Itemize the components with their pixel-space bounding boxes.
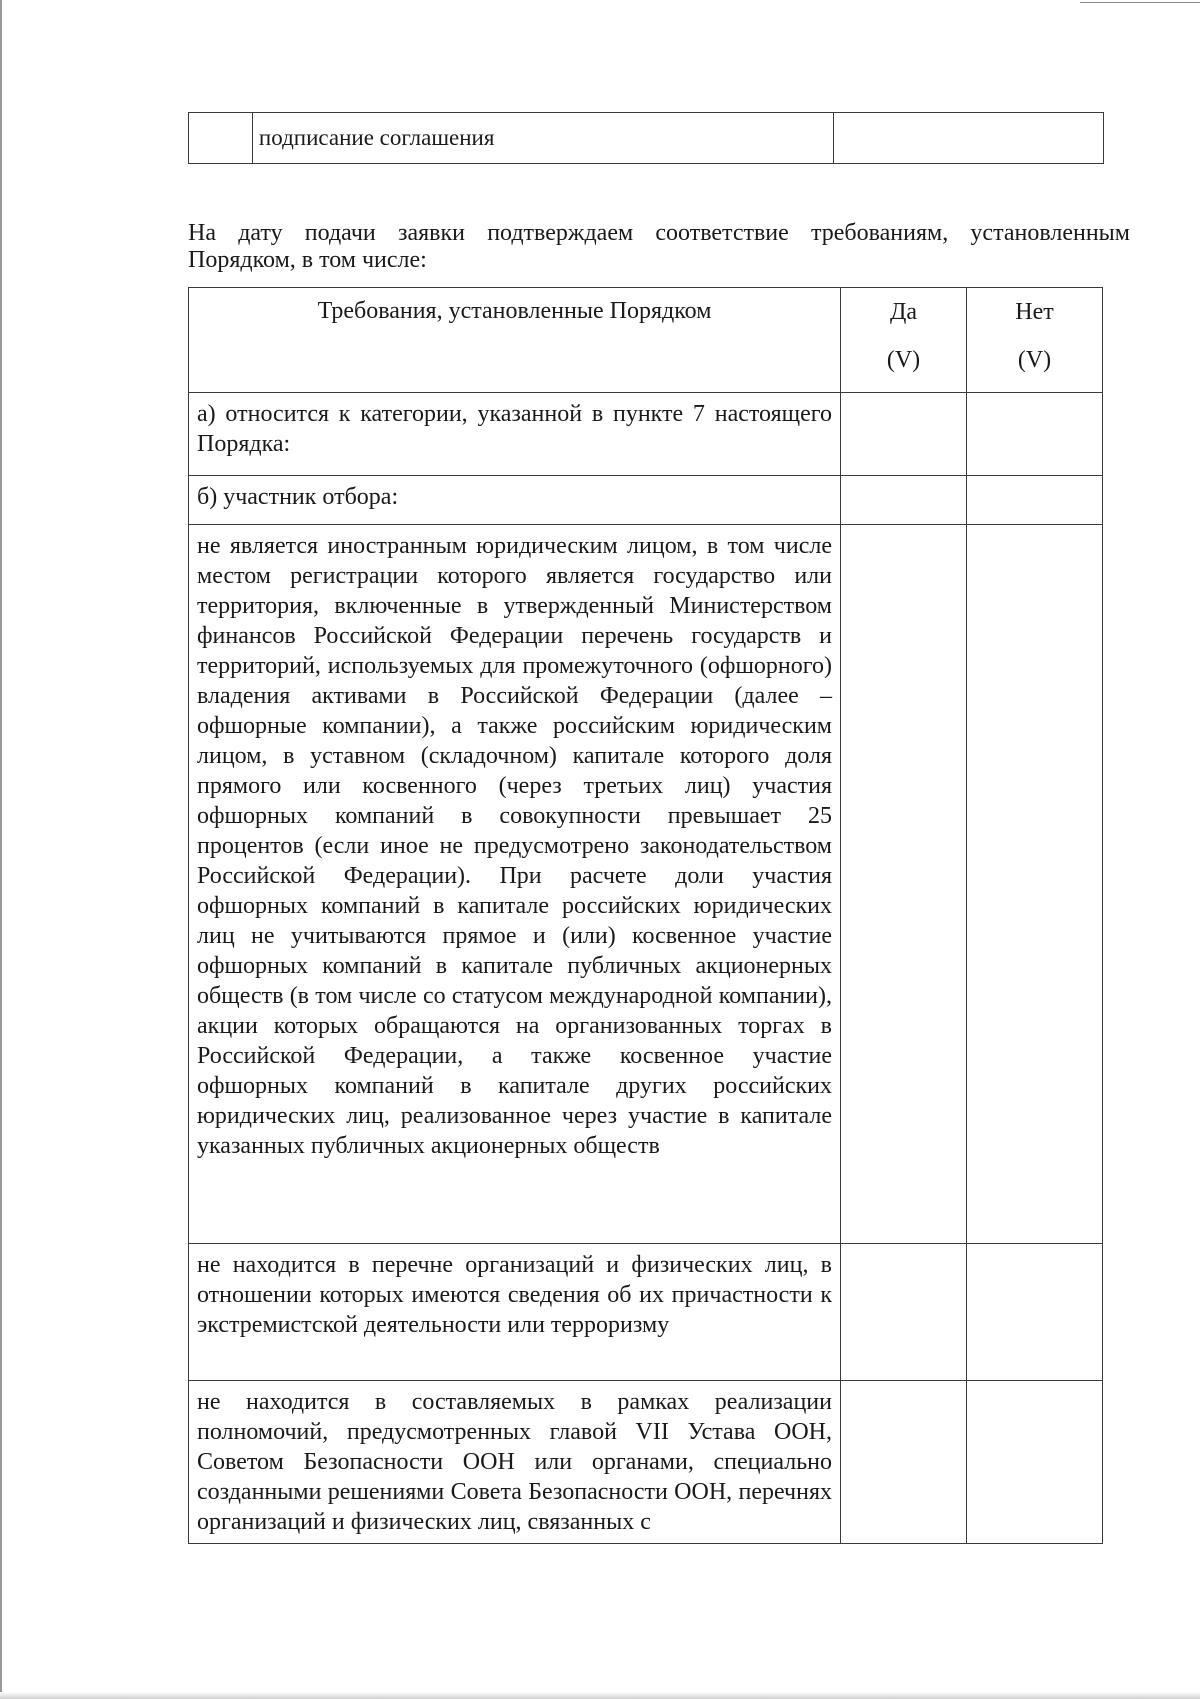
yes-header xyxy=(841,288,967,393)
table-row xyxy=(189,393,1103,476)
table-row xyxy=(189,113,1104,164)
no-cell[interactable] xyxy=(967,393,1103,476)
no-cell[interactable] xyxy=(967,525,1103,1244)
requirement-text: не является иностранным юридическим лицом, в том числе местом регистрации которого является государство или территория, включенные в утвержденный Министерством финансов Российской Федерации перечень государств и территорий, используемых для промежуточного (офшорного) владения активами в Российской Федерации (далее – офшорные компании), а также российским юридическим лицом, в уставном (складочном) капитале которого доля прямого или косвенного (через третьих лиц) участия офшорных компаний в совокупности превышает 25 процентов (если иное не предусмотрено законодательством Российской Федерации). При расчете доли участия офшорных компаний в капитале российских юридических лиц не учитываются прямое и (или) косвенное участие офшорных компаний в капитале публичных акционерных обществ (в том числе со статусом международной компании), акции которых обращаются на организованных торгах в Российской Федерации, а также косвенное участие офшорных компаний в капитале других российских юридических лиц, реализованное через участие в капитале указанных публичных акционерных обществ xyxy=(189,525,841,1244)
requirement-text: не находится в составляемых в рамках реализации полномочий, предусмотренных главой VII Устава ООН, Советом Безопасности ООН или органами, специально созданными решениями Совета Безопасности ООН, перечнях организаций и физических лиц, связанных с xyxy=(189,1381,841,1544)
table-row xyxy=(189,1244,1103,1381)
yes-label: Да xyxy=(889,299,918,325)
header-row xyxy=(189,288,1103,393)
yes-mark: (V) xyxy=(886,347,921,373)
yes-cell[interactable] xyxy=(841,525,967,1244)
no-header xyxy=(967,288,1103,393)
yes-cell[interactable] xyxy=(841,1244,967,1381)
requirements-header: Требования, установленные Порядком xyxy=(189,288,841,393)
scan-edge xyxy=(0,0,2,1699)
table-row xyxy=(189,476,1103,525)
table-cell xyxy=(834,113,1104,164)
no-cell[interactable] xyxy=(967,1244,1103,1381)
intro-paragraph: На дату подачи заявки подтверждаем соответствие требованиям, установленным Порядком, в том числе: xyxy=(188,220,1130,273)
yes-cell[interactable] xyxy=(841,476,967,525)
scan-edge xyxy=(0,1692,1200,1699)
yes-cell[interactable] xyxy=(841,1381,967,1544)
no-cell[interactable] xyxy=(967,476,1103,525)
no-mark: (V) xyxy=(1017,347,1052,373)
scan-mark xyxy=(1080,2,1200,3)
table-cell: подписание соглашения xyxy=(252,113,833,164)
top-table xyxy=(188,112,1104,164)
requirements-table xyxy=(188,287,1103,1544)
table-row xyxy=(189,525,1103,1244)
requirement-text: а) относится к категории, указанной в пункте 7 настоящего Порядка: xyxy=(189,393,841,476)
requirement-text: б) участник отбора: xyxy=(189,476,841,525)
table-row xyxy=(189,1381,1103,1544)
no-label: Нет xyxy=(1015,299,1054,325)
no-cell[interactable] xyxy=(967,1381,1103,1544)
yes-cell[interactable] xyxy=(841,393,967,476)
requirement-text: не находится в перечне организаций и физических лиц, в отношении которых имеются сведения об их причастности к экстремистской деятельности или терроризму xyxy=(189,1244,841,1381)
table-cell xyxy=(189,113,253,164)
